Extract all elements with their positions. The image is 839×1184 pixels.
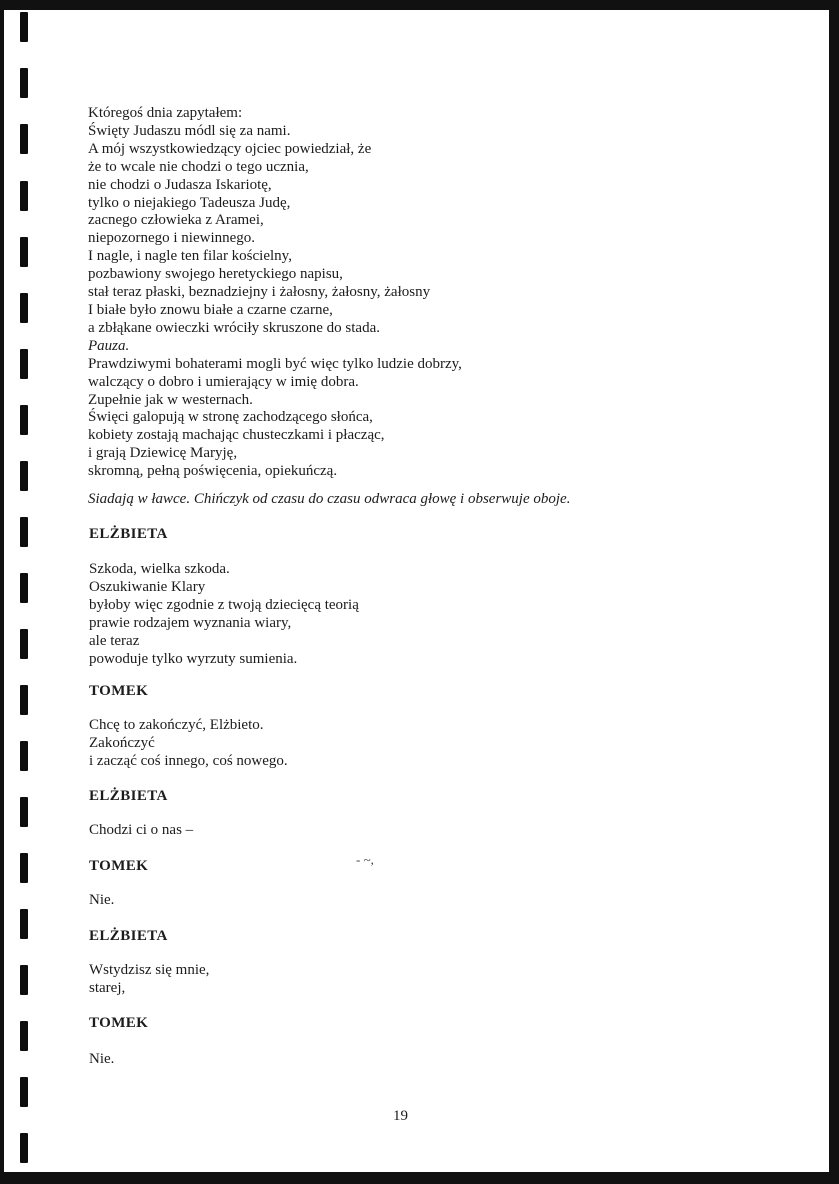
binding-hole (20, 124, 28, 154)
monologue (88, 105, 778, 481)
binding-hole (20, 181, 28, 211)
speech-line: starej, (89, 979, 126, 996)
speech-line: i zacząć coś innego, coś nowego. (89, 752, 288, 769)
verse-line: A mój wszystkowiedzący ojciec powiedział, że (88, 140, 372, 157)
binding-hole (20, 68, 28, 98)
page-number: 19 (393, 1108, 408, 1124)
verse-line: Zupełnie jak w westernach. (88, 391, 253, 408)
verse-line: stał teraz płaski, beznadziejny i żałosny, żałosny, żałosny (88, 284, 431, 301)
binding-hole (20, 1077, 28, 1107)
binding-hole (20, 349, 28, 379)
speech-line: byłoby więc zgodnie z twoją dziecięcą teorią (89, 596, 359, 613)
verse-line: I białe było znowu białe a czarne czarne, (88, 301, 333, 318)
verse-line: skromną, pełną poświęcenia, opiekuńczą. (88, 463, 338, 480)
verse-line: Któregoś dnia zapytałem: (88, 105, 243, 121)
pause-direction: Pauza. (88, 337, 130, 354)
binding-hole (20, 965, 28, 995)
verse-line: nie chodzi o Judasza Iskariotę, (88, 176, 272, 193)
verse-line: zacnego człowieka z Aramei, (88, 212, 264, 229)
verse-line: niepozornego i niewinnego. (88, 230, 256, 247)
verse-line: Prawdziwymi bohaterami mogli być więc tylko ludzie dobrzy, (88, 355, 462, 372)
binding-hole (20, 573, 28, 603)
binding-hole (20, 741, 28, 771)
speech-line: Chcę to zakończyć, Elżbieto. (89, 717, 264, 733)
verse-line: i grają Dziewicę Maryję, (88, 445, 238, 462)
stage-direction: Siadają w ławce. Chińczyk od czasu do czasu odwraca głowę i obserwuje oboje. (88, 491, 571, 507)
speaker-name: ELŻBIETA (89, 526, 168, 542)
speaker-name: TOMEK (89, 683, 149, 699)
speech-block (89, 822, 193, 840)
binding-hole (20, 629, 28, 659)
speech-block (89, 1051, 114, 1069)
speech-line: Zakończyć (89, 734, 155, 751)
speaker-name: ELŻBIETA (89, 928, 168, 944)
stray-mark: - ~, (356, 852, 374, 867)
speaker-name: TOMEK (89, 858, 149, 874)
speech-line: Nie. (89, 1051, 115, 1067)
binding-hole (20, 1133, 28, 1163)
speech-line: ale teraz (89, 632, 140, 649)
speech-block (89, 717, 288, 771)
speaker-name: ELŻBIETA (89, 788, 168, 804)
speech-line: Chodzi ci o nas – (89, 822, 194, 838)
binding-hole (20, 853, 28, 883)
binding-hole (20, 517, 28, 547)
verse-line: I nagle, i nagle ten filar kościelny, (88, 248, 292, 265)
verse-line: pozbawiony swojego heretyckiego napisu, (88, 266, 343, 283)
speaker-name: TOMEK (89, 1015, 149, 1031)
binding-hole (20, 12, 28, 42)
binding-hole (20, 293, 28, 323)
speech-line: powoduje tylko wyrzuty sumienia. (89, 650, 298, 667)
verse-line: Święci galopują w stronę zachodzącego słońca, (88, 409, 373, 426)
binding-hole (20, 1021, 28, 1051)
speech-block (89, 892, 114, 910)
speech-line: prawie rodzajem wyznania wiary, (89, 614, 292, 631)
verse-line: że to wcale nie chodzi o tego ucznia, (88, 158, 309, 175)
speech-block (89, 561, 359, 668)
binding-hole (20, 461, 28, 491)
speech-block (89, 962, 209, 998)
speech-line: Oszukiwanie Klary (89, 578, 206, 595)
binding-hole (20, 797, 28, 827)
speech-line: Nie. (89, 892, 115, 908)
binding-hole (20, 685, 28, 715)
speech-line: Szkoda, wielka szkoda. (89, 561, 230, 577)
verse-line: Święty Judaszu módl się za nami. (88, 122, 291, 139)
verse-line: tylko o niejakiego Tadeusza Judę, (88, 194, 291, 211)
verse-line: kobiety zostają machając chusteczkami i płacząc, (88, 427, 385, 444)
binding-hole (20, 909, 28, 939)
binding-hole (20, 237, 28, 267)
speech-line: Wstydzisz się mnie, (89, 962, 210, 978)
verse-line: a zbłąkane owieczki wróciły skruszone do stada. (88, 319, 380, 336)
binding-hole (20, 405, 28, 435)
verse-line: walczący o dobro i umierający w imię dobra. (88, 373, 359, 390)
